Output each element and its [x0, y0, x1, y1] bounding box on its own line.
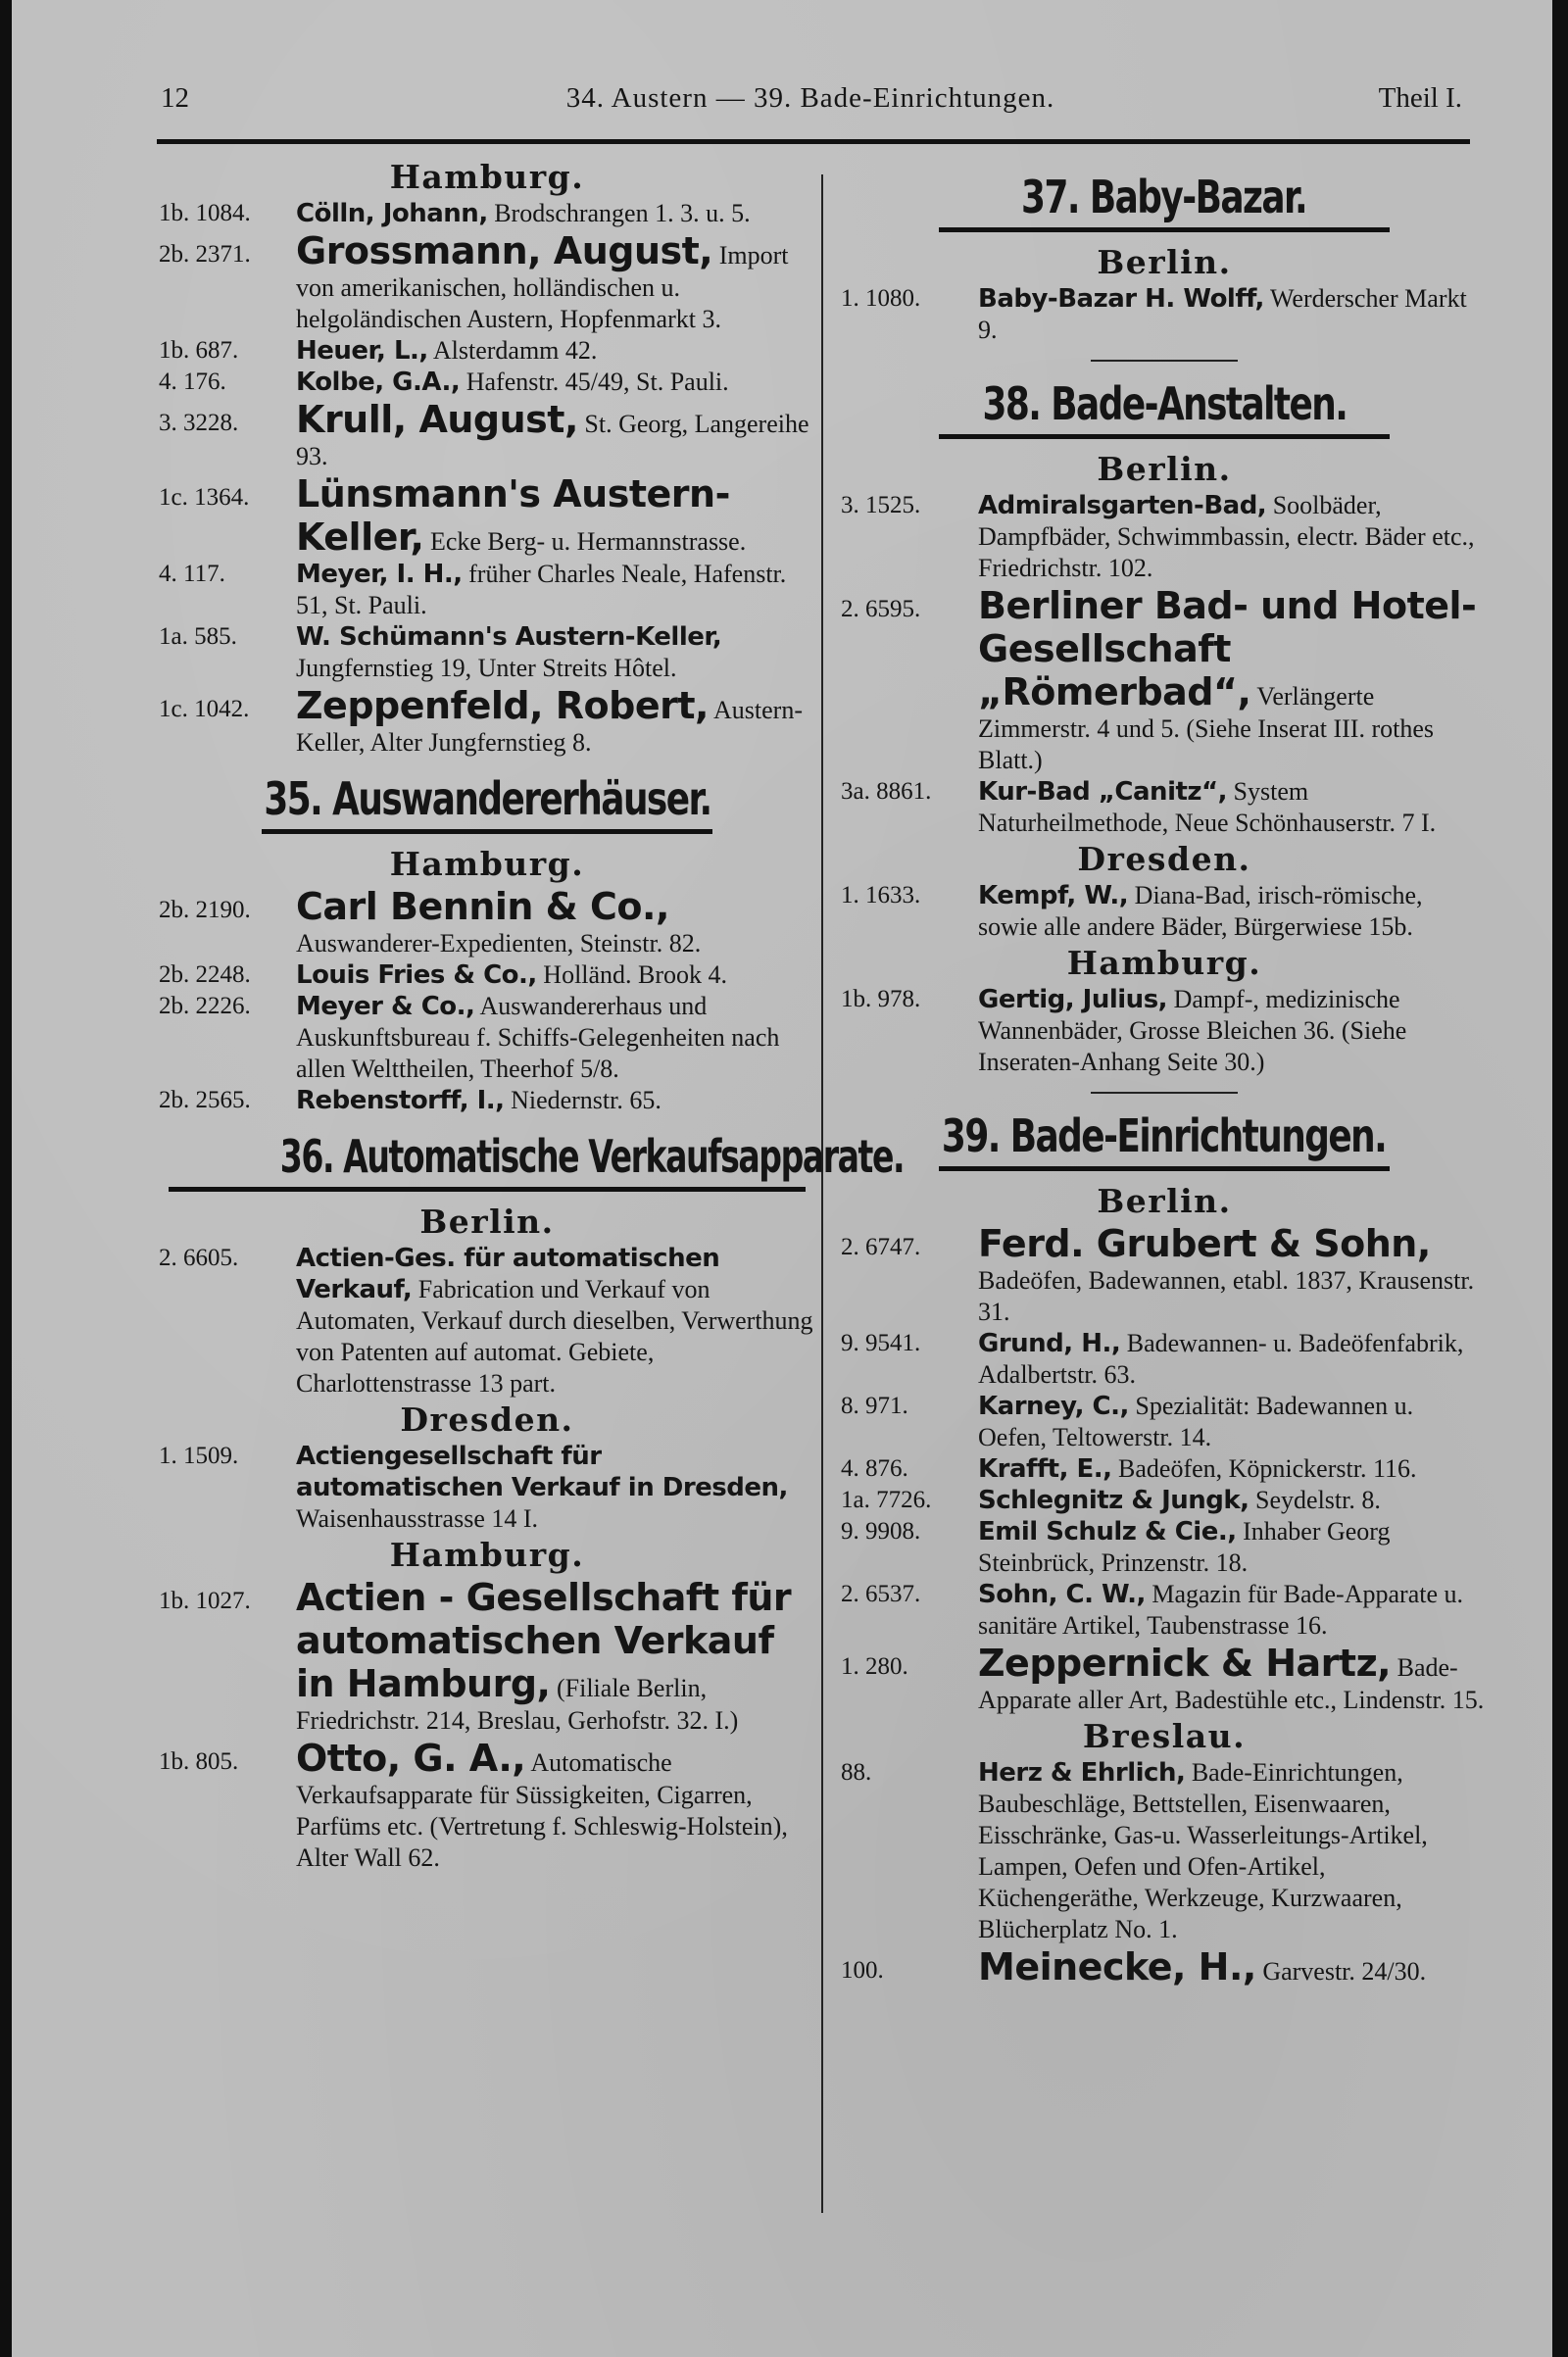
directory-entry [841, 1579, 1488, 1642]
entry-name: Krull, August, [296, 398, 578, 441]
entry-number: 2b. 2565. [159, 1087, 251, 1113]
entry-name: Lünsmann's Austern-Keller, [296, 472, 730, 559]
entry-text [296, 1085, 815, 1116]
entry-name: Grossmann, August, [296, 229, 713, 272]
city-heading: Berlin. [419, 1203, 555, 1241]
entry-name: Louis Fries & Co., [296, 960, 537, 990]
entry-text [978, 1328, 1488, 1391]
separator-rule [1091, 1092, 1238, 1094]
entry-text [296, 229, 815, 335]
directory-entry [841, 880, 1488, 943]
entry-name: Gertig, Julius, [978, 985, 1168, 1014]
section-37 [841, 171, 1488, 232]
entry-name: Kempf, W., [978, 881, 1129, 910]
entry-name: Actien-Ges. für automatischen Verkauf, [296, 1244, 720, 1304]
entry-details: Import von amerikanischen, holländischen u. helgoländischen Austern, Hopfenmarkt 3. [296, 241, 789, 333]
right-column [841, 157, 1488, 1989]
entry-details: Inhaber Georg Steinbrück, Prinzenstr. 18. [978, 1517, 1391, 1577]
entry-name: Meyer & Co., [296, 992, 475, 1021]
entry-details: Niedernstr. 65. [504, 1086, 662, 1114]
city-heading: Berlin. [1097, 1182, 1232, 1220]
entry-name: Herz & Ehrlich, [978, 1758, 1186, 1788]
directory-entry [841, 1945, 1488, 1989]
entry-details: Magazin für Bade-Apparate u. sanitäre Artikel, Taubenstrasse 16. [978, 1580, 1463, 1640]
section-rule [262, 829, 712, 834]
directory-entry [841, 1516, 1488, 1579]
entry-name: Carl Bennin & Co., [296, 885, 669, 928]
entry-name: Ferd. Grubert & Sohn, [978, 1222, 1431, 1265]
entry-number: 1b. 1027. [159, 1588, 251, 1614]
entry-list [159, 885, 815, 1116]
entry-details: Hafenstr. 45/49, St. Pauli. [460, 368, 729, 396]
directory-entry [159, 367, 815, 398]
running-title: 34. Austern — 39. Bade-Einrichtungen. [565, 82, 1055, 114]
part-label: Theil I. [1378, 82, 1462, 114]
entry-details: Badeöfen, Köpnickerstr. 116. [1111, 1454, 1417, 1483]
directory-entry [841, 1453, 1488, 1485]
city-heading: Breslau. [1082, 1717, 1247, 1755]
city-heading: Berlin. [1097, 243, 1232, 281]
entry-name: Krafft, E., [978, 1454, 1112, 1484]
city-heading: Hamburg. [389, 158, 585, 196]
entry-name: Zeppernick & Hartz, [978, 1642, 1392, 1685]
entry-details: (Filiale Berlin, Friedrichstr. 214, Breslau, Gerhofstr. 32. I.) [296, 1674, 739, 1735]
entry-list [159, 1576, 815, 1874]
entry-number: 1c. 1042. [159, 696, 250, 722]
entry-details: Automatische Verkaufsapparate für Süssigkeiten, Cigarren, Parfüms etc. (Vertretung f. Schleswig-Holstein), Alter Wall 62. [296, 1748, 788, 1872]
directory-entry [159, 991, 815, 1085]
entry-number: 1. 1080. [841, 285, 921, 312]
entry-text [978, 490, 1488, 584]
entry-details: Bade-Apparate aller Art, Badestühle etc., Lindenstr. 15. [978, 1653, 1485, 1714]
entry-name: Meinecke, H., [978, 1945, 1256, 1989]
entry-details: Auswandererhaus und Auskunftsbureau f. Schiffs-Gelegenheiten nach allen Welttheilen, Theerhof 5/8. [296, 992, 780, 1083]
directory-entry [159, 398, 815, 472]
directory-entry [159, 198, 815, 229]
entry-details: St. Georg, Langereihe 93. [296, 410, 809, 470]
entry-details: Auswanderer-Expedienten, Steinstr. 82. [296, 929, 702, 958]
entry-number: 1. 280. [841, 1653, 908, 1680]
city-heading: Hamburg. [389, 1536, 585, 1574]
entry-text [296, 991, 815, 1085]
city-heading: Dresden. [400, 1400, 574, 1439]
entry-text [978, 1945, 1488, 1989]
entry-text [296, 559, 815, 621]
entry-number: 2b. 2248. [159, 961, 251, 988]
entry-text [296, 398, 815, 472]
entry-details: Soolbäder, Dampfbäder, Schwimmbassin, electr. Bäder etc., Friedrichstr. 102. [978, 491, 1475, 582]
entry-number: 3. 1525. [841, 492, 921, 518]
page-number: 12 [161, 82, 189, 114]
entry-text [978, 584, 1488, 776]
entry-number: 9. 9908. [841, 1518, 921, 1545]
entry-details: Alsterdamm 42. [427, 336, 598, 365]
entry-number: 9. 9541. [841, 1330, 921, 1356]
entry-list [841, 984, 1488, 1078]
entry-details: Austern-Keller, Alter Jungfernstieg 8. [296, 696, 803, 757]
entry-text [296, 621, 815, 684]
entry-name: Schlegnitz & Jungk, [978, 1486, 1250, 1515]
entry-name: Kur-Bad „Canitz“, [978, 777, 1228, 807]
entry-text [978, 1453, 1488, 1485]
entry-text [296, 1441, 815, 1535]
entry-number: 1c. 1364. [159, 484, 250, 511]
entry-name: Rebenstorff, I., [296, 1086, 505, 1115]
directory-entry [841, 1485, 1488, 1516]
entry-name: Actien - Gesellschaft für automatischen Verkauf in Hamburg, [296, 1576, 792, 1705]
entry-list [159, 1243, 815, 1399]
entry-text [978, 1485, 1488, 1516]
section-39 [841, 1109, 1488, 1171]
entry-text [296, 472, 815, 559]
city-heading: Dresden. [1077, 840, 1251, 878]
entry-details: Badewannen- u. Badeöfenfabrik, Adalbertstr. 63. [978, 1329, 1464, 1389]
entry-text [296, 959, 815, 991]
section-rule [169, 1187, 806, 1192]
entry-text [296, 1243, 815, 1399]
entry-number: 8. 971. [841, 1393, 908, 1419]
directory-entry [159, 559, 815, 621]
header-rule [157, 139, 1470, 144]
entry-name: Grund, H., [978, 1329, 1121, 1358]
entry-name: Otto, G. A., [296, 1737, 526, 1780]
section-title: 35. Auswandererhäuser. [263, 772, 711, 825]
entry-number: 2. 6537. [841, 1581, 921, 1607]
entry-number: 1b. 687. [159, 337, 239, 364]
entry-number: 2. 6595. [841, 596, 921, 622]
entry-text [978, 1516, 1488, 1579]
entry-details: früher Charles Neale, Hafenstr. 51, St. Pauli. [296, 560, 787, 619]
directory-entry [159, 684, 815, 759]
entry-number: 3. 3228. [159, 410, 239, 436]
entry-text [978, 1757, 1488, 1945]
entry-text [296, 1576, 815, 1737]
entry-text [978, 1222, 1488, 1328]
entry-details: Ecke Berg- u. Hermannstrasse. [423, 527, 747, 556]
directory-entry [841, 1391, 1488, 1453]
directory-entry [159, 1576, 815, 1737]
column-divider [821, 174, 823, 2213]
entry-number: 1b. 1084. [159, 200, 251, 226]
entry-details: Verlängerte Zimmerstr. 4 und 5. (Siehe Inserat III. rothes Blatt.) [978, 682, 1434, 774]
entry-number: 100. [841, 1957, 884, 1984]
section-title: 36. Automatische Verkaufsapparate. [279, 1130, 905, 1183]
entry-number: 1b. 805. [159, 1748, 239, 1775]
section-title: 38. Bade-Anstalten. [982, 377, 1347, 430]
entry-number: 2b. 2226. [159, 993, 251, 1019]
section-title: 37. Baby-Bazar. [1021, 171, 1307, 223]
directory-entry [159, 1737, 815, 1874]
entry-text [978, 984, 1488, 1078]
city-heading: Hamburg. [389, 845, 585, 883]
directory-page [12, 0, 1552, 2357]
section-rule [939, 227, 1390, 232]
section-rule [939, 434, 1390, 439]
entry-number: 1. 1633. [841, 882, 921, 908]
running-header [149, 82, 1472, 122]
entry-details: Holländ. Brook 4. [536, 960, 728, 989]
entry-number: 88. [841, 1759, 872, 1786]
entry-name: Zeppenfeld, Robert, [296, 684, 709, 727]
entry-number: 2b. 2190. [159, 897, 251, 923]
entry-name: Meyer, I. H., [296, 560, 463, 589]
entry-details: Spezialität: Badewannen u. Oefen, Teltowerstr. 14. [978, 1392, 1414, 1451]
entry-number: 4. 176. [159, 368, 226, 395]
entry-number: 1. 1509. [159, 1443, 239, 1469]
directory-entry [841, 776, 1488, 839]
entry-list [841, 880, 1488, 943]
directory-entry [841, 490, 1488, 584]
entry-details: Waisenhausstrasse 14 I. [296, 1504, 539, 1533]
entry-number: 4. 117. [159, 561, 225, 587]
entry-text [978, 283, 1488, 346]
entry-name: W. Schümann's Austern-Keller, [296, 622, 722, 652]
entry-text [978, 1391, 1488, 1453]
directory-entry [841, 584, 1488, 776]
directory-entry [841, 1222, 1488, 1328]
entry-name: Berliner Bad- und Hotel-Gesellschaft „Römerbad“, [978, 584, 1477, 713]
entry-text [978, 1642, 1488, 1716]
directory-entry [841, 283, 1488, 346]
entry-list [841, 1757, 1488, 1989]
entry-list [159, 1441, 815, 1535]
entry-details: Fabrication und Verkauf von Automaten, Verkauf durch dieselben, Verwerthung von Patenten auf automat. Gebiete, Charlottenstrasse 13 part. [296, 1275, 813, 1398]
entry-list [841, 490, 1488, 839]
directory-entry [159, 621, 815, 684]
entry-name: Cölln, Johann, [296, 199, 488, 228]
directory-entry [159, 959, 815, 991]
entry-details: Diana-Bad, irisch-römische, sowie alle andere Bäder, Bürgerwiese 15b. [978, 881, 1423, 941]
directory-entry [841, 1642, 1488, 1716]
city-heading: Hamburg. [1066, 944, 1262, 982]
section-36 [159, 1130, 905, 1192]
directory-entry [841, 984, 1488, 1078]
entry-text [296, 885, 815, 959]
directory-entry [841, 1757, 1488, 1945]
entry-text [296, 1737, 815, 1874]
entry-name: Karney, C., [978, 1392, 1129, 1421]
entry-text [296, 367, 815, 398]
directory-entry [159, 335, 815, 367]
entry-text [296, 684, 815, 759]
directory-entry [159, 1441, 815, 1535]
entry-details: Garvestr. 24/30. [1255, 1957, 1427, 1986]
entry-number: 4. 876. [841, 1455, 908, 1482]
entry-number: 2. 6605. [159, 1245, 239, 1271]
section-38 [841, 377, 1488, 439]
entry-text [978, 776, 1488, 839]
entry-number: 3a. 8861. [841, 778, 932, 805]
entry-list [841, 1222, 1488, 1716]
entry-number: 2. 6747. [841, 1234, 921, 1260]
entry-details: System Naturheilmethode, Neue Schönhauserstr. 7 I. [978, 777, 1437, 837]
entry-number: 1b. 978. [841, 986, 921, 1012]
directory-entry [159, 885, 815, 959]
entry-details: Badeöfen, Badewannen, etabl. 1837, Krausenstr. 31. [978, 1266, 1475, 1326]
entry-name: Emil Schulz & Cie., [978, 1517, 1237, 1547]
city-heading: Berlin. [1097, 450, 1232, 488]
entry-details: Jungfernstieg 19, Unter Streits Hôtel. [296, 654, 677, 682]
entry-name: Admiralsgarten-Bad, [978, 491, 1267, 520]
entry-details: Bade-Einrichtungen, Baubeschläge, Bettstellen, Eisenwaaren, Eisschränke, Gas-u. Wasserleitungs-Artikel, Lampen, Oefen und Ofen-Artikel, Küchengeräthe, Werkzeuge, Kurzwaaren, Blücherplatz No. 1. [978, 1758, 1428, 1943]
entry-name: Kolbe, G.A., [296, 368, 461, 397]
entry-number: 1a. 585. [159, 623, 237, 650]
entry-details: Dampf-, medizinische Wannenbäder, Grosse Bleichen 36. (Siehe Inseraten-Anhang Seite 30.) [978, 985, 1407, 1076]
entry-list [841, 283, 1488, 346]
section-title: 39. Bade-Einrichtungen. [942, 1109, 1387, 1162]
directory-entry [159, 1085, 815, 1116]
entry-details: Werderscher Markt 9. [978, 284, 1467, 344]
entry-text [296, 335, 815, 367]
entry-details: Seydelstr. 8. [1249, 1486, 1381, 1514]
entry-list [159, 198, 815, 759]
entry-name: Heuer, L., [296, 336, 428, 366]
directory-entry [159, 1243, 815, 1399]
entry-name: Sohn, C. W., [978, 1580, 1146, 1609]
directory-entry [159, 472, 815, 559]
section-35 [159, 772, 815, 834]
section-rule [939, 1166, 1390, 1171]
directory-entry [159, 229, 815, 335]
entry-name: Baby-Bazar H. Wolff, [978, 284, 1264, 314]
entry-text [978, 1579, 1488, 1642]
entry-text [978, 880, 1488, 943]
entry-number: 2b. 2371. [159, 241, 251, 268]
separator-rule [1091, 360, 1238, 362]
entry-name: Actiengesellschaft für automatischen Verkauf in Dresden, [296, 1442, 788, 1502]
directory-entry [841, 1328, 1488, 1391]
entry-number: 1a. 7726. [841, 1487, 932, 1513]
entry-details: Brodschrangen 1. 3. u. 5. [487, 199, 751, 227]
entry-text [296, 198, 815, 229]
